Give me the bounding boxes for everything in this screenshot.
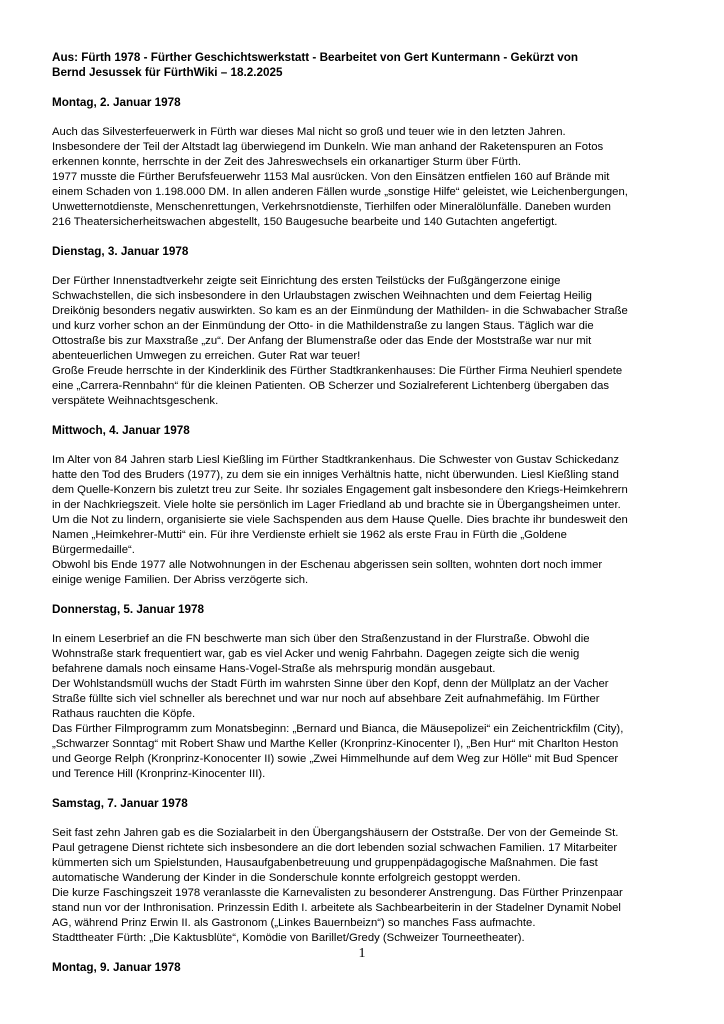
text-line: und Terence Hill (Kronprinz-Kinocenter III). [52,768,266,780]
text-line: Der Wohlstandsmüll wuchs der Stadt Fürth im wahrsten Sinne über den Kopf, denn der Müllplatz an der Vacher [52,678,609,690]
text-line: eine „Carrera-Rennbahn“ für die kleinen Patienten. OB Scherzer und Sozialreferent Lichtenberg übergaben das [52,380,610,392]
entry-date-heading: Samstag, 7. Januar 1978 [52,797,188,810]
text-line: abenteuerlichen Umwegen zu erreichen. Guter Rat war teuer! [52,350,361,362]
diary-entry [52,244,682,409]
text-line: Bürgermedaille“. [52,544,135,556]
diary-entry [52,423,682,588]
diary-entry [52,602,682,782]
text-line: kümmerten sich um Spielstunden, Hausaufgabenbetreuung und gruppenpädagogische Maßnahmen. Die fast [52,857,598,869]
text-line: Unwetternotdienste, Menschenrettungen, Verkehrsnotdienste, Tierhilfen oder Mineralölunfälle. Daneben wurden [52,201,611,213]
title-line-1: Aus: Fürth 1978 - Fürther Geschichtswerkstatt - Bearbeitet von Gert Kuntermann - Gekürzt von [52,51,579,64]
entry-date-heading: Dienstag, 3. Januar 1978 [52,245,189,258]
entry-date-heading: Mittwoch, 4. Januar 1978 [52,424,190,437]
entry-date-heading: Donnerstag, 5. Januar 1978 [52,603,205,616]
entry-body [52,632,682,782]
diary-entry [52,796,682,946]
text-line: dem Quelle-Konzern bis zuletzt treu zur Seite. Ihr soziales Engagement galt insbesondere den Kriegs-Heimkehrern [52,484,628,496]
text-line: erkennen konnte, herrschte in der Zeit des Jahreswechsels ein orkanartiger Sturm über Fürth. [52,156,522,168]
text-line: Im Alter von 84 Jahren starb Liesl Kießling im Fürther Stadtkrankenhaus. Die Schwester von Gustav Schickedanz [52,454,619,466]
text-line: in der Nachkriegszeit. Viele holte sie persönlich im Lager Friedland ab und brachte sie in Übergangsheimen unter. [52,499,621,511]
entries-list [52,95,682,975]
diary-entry [52,95,682,230]
text-line: Um die Not zu lindern, organisierte sie viele Sachspenden aus dem Hause Quelle. Dies brachte ihr bundesweit den [52,514,628,526]
entry-body [52,274,682,409]
document-page [52,50,682,990]
entry-date-heading: Montag, 9. Januar 1978 [52,961,181,974]
text-line: Obwohl bis Ende 1977 alle Notwohnungen in der Eschenau abgerissen sein sollten, wohnten dort noch immer [52,559,603,571]
text-line: Straße füllte sich viel schneller als berechnet und war nur noch auf absehbare Zeit aufnahmefähig. Im Fürther [52,693,600,705]
text-line: Das Fürther Filmprogramm zum Monatsbeginn: „Bernard und Bianca, die Mäusepolizei“ ein Zeichentrickfilm (City), [52,723,624,735]
text-line: automatische Wanderung der Kinder in die Sonderschule konnte erfolgreich gestoppt werden. [52,872,521,884]
text-line: Wohnstraße stark frequentiert war, gab es viel Acker und wenig Fahrbahn. Dagegen zeigte sich die wenig [52,648,580,660]
text-line: Schwachstellen, die sich insbesondere in den Urlaubstagen zwischen Weihnachten und dem Feiertag Heilig [52,290,592,302]
text-line: Auch das Silvesterfeuerwerk in Fürth war dieses Mal nicht so groß und teuer wie in den letzten Jahren. [52,126,566,138]
text-line: Stadttheater Fürth: „Die Kaktusblüte“, Komödie von Barillet/Gredy (Schweizer Tourneetheater). [52,932,525,944]
text-line: einige wenige Familien. Der Abriss verzögerte sich. [52,574,309,586]
entry-body [52,125,682,230]
entry-body [52,826,682,946]
page-number: 1 [358,946,366,961]
text-line: einem Schaden von 1.198.000 DM. In allen anderen Fällen wurde „sonstige Hilfe“ geleistet, wie Leichenbergungen, [52,186,628,198]
text-line: und George Relph (Kronprinz-Konocenter II) sowie „Zwei Himmelhunde auf dem Weg zur Hölle“ mit Bud Spencer [52,753,619,765]
text-line: Namen „Heimkehrer-Mutti“ ein. Für ihre Verdienste erhielt sie 1962 als erste Frau in Fürth die „Goldene [52,529,567,541]
text-line: Seit fast zehn Jahren gab es die Sozialarbeit in den Übergangshäusern der Oststraße. Der von der Gemeinde St. [52,827,619,839]
entry-body [52,453,682,588]
text-line: Dreikönig besonders negativ auswirkten. So kam es an der Einmündung der Mathilden- in die Schwabacher Straße [52,305,628,317]
text-line: „Schwarzer Sonntag“ mit Robert Shaw und Marthe Keller (Kronprinz-Kinocenter I), „Ben Hur“ mit Charlton Heston [52,738,619,750]
text-line: Paul getragene Dienst richtete sich insbesondere an die dort lebenden sozial schwachen Familien. 17 Mitarbeiter [52,842,618,854]
text-line: Rathaus rauchten die Köpfe. [52,708,196,720]
text-line: Der Fürther Innenstadtverkehr zeigte seit Einrichtung des ersten Teilstücks der Fußgängerzone einige [52,275,561,287]
text-line: Ottostraße bis zur Maxstraße „zu“. Der Anfang der Blumenstraße oder das Ende der Moststraße war nur mit [52,335,592,347]
text-line: befahrene damals noch einsame Hans-Vogel-Straße als mehrspurig mondän ausgebaut. [52,663,496,675]
text-line: 216 Theatersicherheitswachen abgestellt, 150 Baugesuche bearbeite und 140 Gutachten angefertigt. [52,216,558,228]
diary-entry [52,960,682,975]
text-line: AG, während Prinz Erwin II. als Gastronom („Linkes Bauernbeizn“) so manches Fass aufmachte. [52,917,536,929]
entry-date-heading: Montag, 2. Januar 1978 [52,96,181,109]
text-line: hatte den Tod des Bruders (1977), zu dem sie ein inniges Verhältnis hatte, nicht überwunden. Liesl Kießling stand [52,469,619,481]
text-line: 1977 musste die Fürther Berufsfeuerwehr 1153 Mal ausrücken. Von den Einsätzen entfielen 160 auf Brände mit [52,171,610,183]
text-line: In einem Leserbrief an die FN beschwerte man sich über den Straßenzustand in der Flurstraße. Obwohl die [52,633,590,645]
title-line-2: Bernd Jesussek für FürthWiki – 18.2.2025 [52,66,283,79]
text-line: Große Freude herrschte in der Kinderklinik des Fürther Stadtkrankenhauses: Die Fürther Firma Neuhierl spendete [52,365,623,377]
text-line: Insbesondere der Teil der Altstadt lag überwiegend im Dunkeln. Wie man anhand der Raketenspuren an Fotos [52,141,604,153]
text-line: Die kurze Faschingszeit 1978 veranlasste die Karnevalisten zu besonderer Anstrengung. Das Fürther Prinzenpaar [52,887,623,899]
text-line: und kurz vorher schon an der Einmündung der Otto- in die Mathildenstraße zu langen Staus. Täglich war die [52,320,594,332]
text-line: stand nun vor der Inthronisation. Prinzessin Edith I. arbeitete als Sachbearbeiterin in der Stadelner Dynamit Nobel [52,902,621,914]
document-title [52,50,682,80]
text-line: verspätete Weihnachtsgeschenk. [52,395,219,407]
